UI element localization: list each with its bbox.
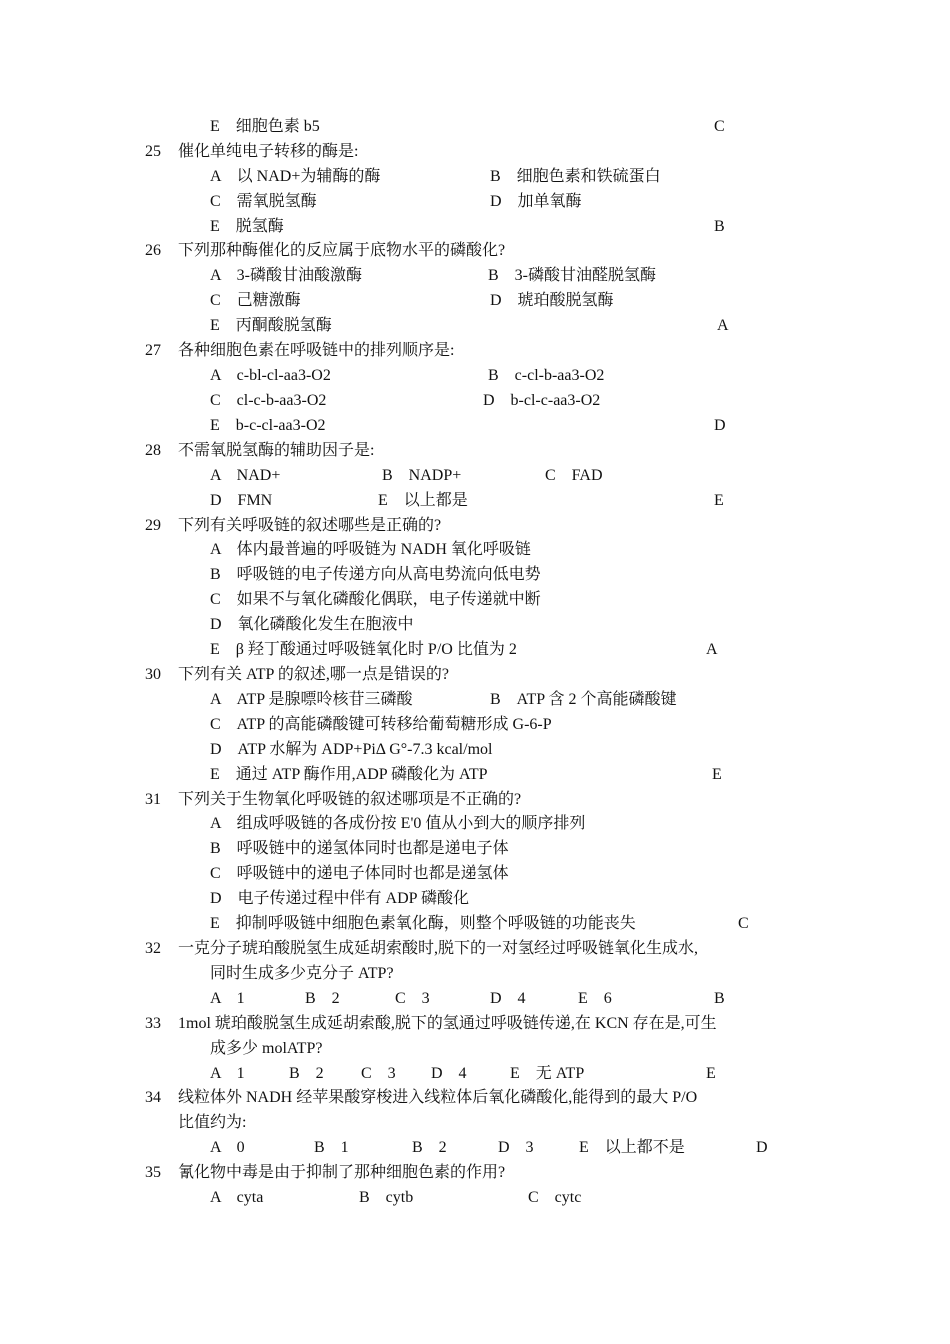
question-text: 1mol 琥珀酸脱氢生成延胡索酸,脱下的氢通过呼吸链传递,在 KCN 存在是,可生 — [178, 1015, 717, 1032]
question-number: 31 — [145, 791, 161, 808]
answer-option: C 如果不与氧化磷酸化偶联，电子传递就中断 — [210, 591, 541, 608]
answer-option: C 呼吸链中的递电子体同时也都是递氢体 — [210, 865, 509, 882]
answer-option: B 呼吸链中的递氢体同时也都是递电子体 — [210, 840, 509, 857]
question-number: 33 — [145, 1015, 161, 1032]
answer-option: B 细胞色素和铁硫蛋白 — [490, 168, 661, 185]
question-text: 下列关于生物氧化呼吸链的叙述哪项是不正确的? — [178, 791, 522, 808]
answer-option: E 以上都是 — [378, 492, 468, 509]
answer-option: D ATP 水解为 ADP+PiΔ G°-7.3 kcal/mol — [210, 741, 493, 758]
question-text: 不需氧脱氢酶的辅助因子是: — [178, 442, 375, 459]
answer-key: D — [756, 1139, 768, 1156]
answer-option: A 3-磷酸甘油酸激酶 — [210, 267, 363, 284]
question-number: 30 — [145, 666, 161, 683]
answer-option: B NADP+ — [382, 467, 462, 484]
question-text: 下列有关 ATP 的叙述,哪一点是错误的? — [178, 666, 449, 683]
answer-key: A — [706, 641, 718, 658]
answer-option: B c-cl-b-aa3-O2 — [488, 367, 605, 384]
answer-option: E 丙酮酸脱氢酶 — [210, 317, 332, 334]
answer-option: C 己糖激酶 — [210, 292, 301, 309]
answer-option: E 抑制呼吸链中细胞色素氧化酶，则整个呼吸链的功能丧失 — [210, 915, 636, 932]
answer-option: E 无 ATP — [510, 1065, 585, 1082]
answer-option: B ATP 含 2 个高能磷酸键 — [490, 691, 677, 708]
answer-option: E 脱氢酶 — [210, 218, 284, 235]
answer-option: E 6 — [578, 990, 612, 1007]
answer-key: C — [714, 118, 725, 135]
question-text: 下列那种酶催化的反应属于底物水平的磷酸化? — [178, 242, 506, 259]
answer-option: C 3 — [395, 990, 430, 1007]
answer-key: E — [706, 1065, 716, 1082]
answer-option: A 1 — [210, 1065, 245, 1082]
answer-option: B 2 — [412, 1139, 447, 1156]
answer-option: E 以上都不是 — [579, 1139, 685, 1156]
answer-option: A 1 — [210, 990, 245, 1007]
question-number: 29 — [145, 517, 161, 534]
answer-option: D 4 — [431, 1065, 467, 1082]
answer-option: A 以 NAD+为辅酶的酶 — [210, 168, 381, 185]
answer-option: D 加单氧酶 — [490, 193, 582, 210]
answer-option: E b-c-cl-aa3-O2 — [210, 417, 326, 434]
question-number: 25 — [145, 143, 161, 160]
question-text: 同时生成多少克分子 ATP? — [210, 965, 394, 982]
answer-option: E 细胞色素 b5 — [210, 118, 320, 135]
answer-option: A NAD+ — [210, 467, 281, 484]
answer-option: E 通过 ATP 酶作用,ADP 磷酸化为 ATP — [210, 766, 488, 783]
answer-option: B 1 — [314, 1139, 349, 1156]
answer-option: A ATP 是腺嘌呤核苷三磷酸 — [210, 691, 413, 708]
question-text: 下列有关呼吸链的叙述哪些是正确的? — [178, 517, 442, 534]
answer-option: A 0 — [210, 1139, 245, 1156]
answer-option: D FMN — [210, 492, 273, 509]
answer-option: C 需氧脱氢酶 — [210, 193, 317, 210]
answer-key: B — [714, 218, 725, 235]
question-number: 35 — [145, 1164, 161, 1181]
answer-option: B cytb — [359, 1189, 414, 1206]
answer-option: C ATP 的高能磷酸键可转移给葡萄糖形成 G-6-P — [210, 716, 552, 733]
answer-key: D — [714, 417, 726, 434]
answer-option: C FAD — [545, 467, 603, 484]
answer-key: E — [714, 492, 724, 509]
answer-option: D 琥珀酸脱氢酶 — [490, 292, 614, 309]
question-number: 26 — [145, 242, 161, 259]
answer-option: B 3-磷酸甘油醛脱氢酶 — [488, 267, 657, 284]
answer-key: E — [712, 766, 722, 783]
answer-option: C cytc — [528, 1189, 582, 1206]
answer-option: D 4 — [490, 990, 526, 1007]
answer-option: C cl-c-b-aa3-O2 — [210, 392, 327, 409]
answer-key: A — [717, 317, 729, 334]
question-text: 各种细胞色素在呼吸链中的排列顺序是: — [178, 342, 455, 359]
question-text: 比值约为: — [178, 1114, 247, 1131]
answer-option: E β 羟丁酸通过呼吸链氧化时 P/O 比值为 2 — [210, 641, 517, 658]
answer-option: A 体内最普遍的呼吸链为 NADH 氧化呼吸链 — [210, 541, 531, 558]
question-number: 27 — [145, 342, 161, 359]
question-text: 一克分子琥珀酸脱氢生成延胡索酸时,脱下的一对氢经过呼吸链氧化生成水, — [178, 940, 699, 957]
answer-option: A c-bl-cl-aa3-O2 — [210, 367, 331, 384]
answer-option: A cyta — [210, 1189, 264, 1206]
answer-option: A 组成呼吸链的各成份按 E'0 值从小到大的顺序排列 — [210, 815, 586, 832]
answer-key: C — [738, 915, 749, 932]
answer-option: D 电子传递过程中伴有 ADP 磷酸化 — [210, 890, 469, 907]
answer-option: D b-cl-c-aa3-O2 — [483, 392, 601, 409]
answer-option: C 3 — [361, 1065, 396, 1082]
answer-option: D 3 — [498, 1139, 534, 1156]
answer-option: B 2 — [289, 1065, 324, 1082]
question-text: 成多少 molATP? — [210, 1040, 323, 1057]
answer-option: B 呼吸链的电子传递方向从高电势流向低电势 — [210, 566, 541, 583]
question-text: 氰化物中毒是由于抑制了那种细胞色素的作用? — [178, 1164, 506, 1181]
question-number: 32 — [145, 940, 161, 957]
answer-option: B 2 — [305, 990, 340, 1007]
question-text: 催化单纯电子转移的酶是: — [178, 143, 359, 160]
answer-option: D 氧化磷酸化发生在胞液中 — [210, 616, 414, 633]
question-number: 34 — [145, 1089, 161, 1106]
question-text: 线粒体外 NADH 经苹果酸穿梭进入线粒体后氧化磷酸化,能得到的最大 P/O — [178, 1089, 698, 1106]
question-number: 28 — [145, 442, 161, 459]
answer-key: B — [714, 990, 725, 1007]
